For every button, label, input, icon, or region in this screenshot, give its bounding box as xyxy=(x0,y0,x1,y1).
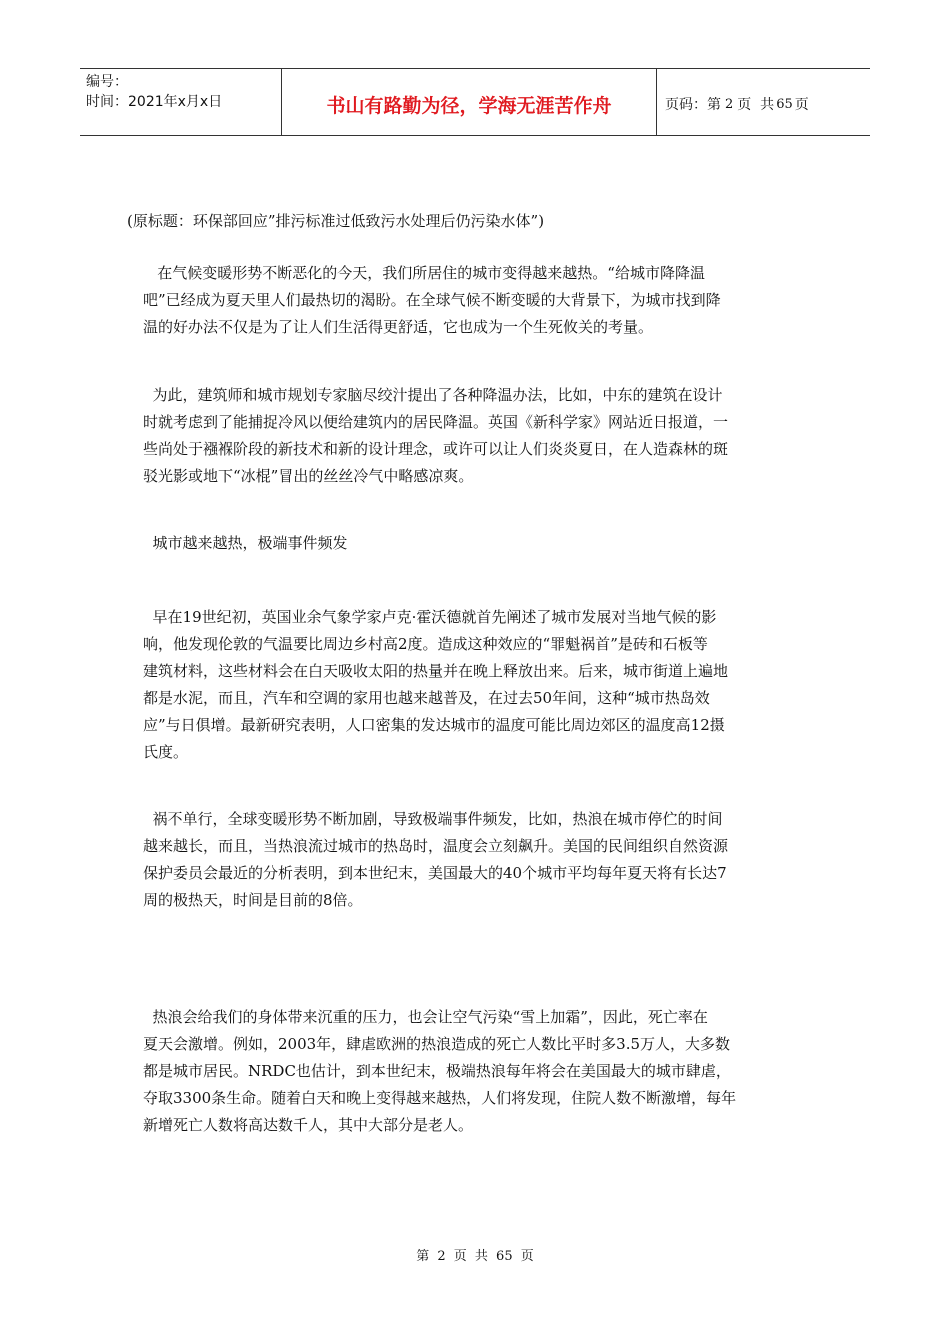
text-line: 保护委员会最近的分析表明，到本世纪末，美国最大的40个城市平均每年夏天将有长达7 xyxy=(143,864,727,882)
page-footer: 第 2 页 共 65 页 xyxy=(416,1249,534,1264)
page-mid-label: 页 共 xyxy=(737,97,775,113)
paragraph-heatwave xyxy=(143,1004,803,1139)
text-line: 夺取3300条生命。随着白天和晚上变得越来越热，人们将发现，住院人数不断激增，每年 xyxy=(143,1089,737,1107)
text-line: 建筑材料，这些材料会在白天吸收太阳的热量并在晚上释放出来。后来，城市街道上遍地 xyxy=(143,662,729,680)
date-label: 时间：2021年x月x日 xyxy=(86,94,223,110)
page-header xyxy=(80,68,870,136)
text-line: 祸不单行，全球变暖形势不断加剧，导致极端事件频发，比如，热浪在城市停伫的时间 xyxy=(143,810,723,828)
paragraph-original-title xyxy=(127,208,803,235)
text-line: 温的好办法不仅是为了让人们生活得更舒适，它也成为一个生死攸关的考量。 xyxy=(143,318,654,336)
text-line: 响，他发现伦敦的气温要比周边乡村高2度。造成这种效应的“罪魁祸首”是砖和石板等 xyxy=(143,635,708,653)
header-page-info xyxy=(657,69,870,135)
paragraph-extreme-events xyxy=(143,806,803,914)
paragraph-architects xyxy=(143,382,803,490)
text-line: 驳光影或地下“冰棍”冒出的丝丝冷气中略感凉爽。 xyxy=(143,467,474,485)
header-motto: 书山有路勤为径，学海无涯苦作舟 xyxy=(282,69,657,135)
text-line: 在气候变暖形势不断恶化的今天，我们所居住的城市变得越来越热。“给城市降降温 xyxy=(143,264,705,282)
text-line: 些尚处于襁褓阶段的新技术和新的设计理念，或许可以让人们炎炎夏日，在人造森林的斑 xyxy=(143,440,729,458)
text-line: 热浪会给我们的身体带来沉重的压力，也会让空气污染“雪上加霜”，因此，死亡率在 xyxy=(143,1008,708,1026)
section-heading xyxy=(143,530,803,557)
text-line: (原标题：环保部回应”排污标准过低致污水处理后仍污染水体”) xyxy=(127,212,545,230)
text-line: 早在19世纪初，英国业余气象学家卢克·霍沃德就首先阐述了城市发展对当地气候的影 xyxy=(143,608,717,626)
page-total: 65 xyxy=(776,96,793,112)
text-line: 应”与日俱增。最新研究表明，人口密集的发达城市的温度可能比周边郊区的温度高12摄 xyxy=(143,716,725,734)
text-line: 吧”已经成为夏天里人们最热切的渴盼。在全球气候不断变暖的大背景下，为城市找到降 xyxy=(143,291,721,309)
paragraph-history xyxy=(143,604,803,766)
paragraph-intro xyxy=(143,260,803,341)
number-label: 编号： xyxy=(86,74,128,90)
page-end-label: 页 xyxy=(794,97,809,113)
text-line: 周的极热天，时间是目前的8倍。 xyxy=(143,891,363,909)
text-line: 氏度。 xyxy=(143,743,189,761)
text-line: 城市越来越热，极端事件频发 xyxy=(143,534,348,552)
text-line: 新增死亡人数将高达数千人，其中大部分是老人。 xyxy=(143,1116,474,1134)
text-line: 越来越长，而且，当热浪流过城市的热岛时，温度会立刻飙升。美国的民间组织自然资源 xyxy=(143,837,729,855)
text-line: 时就考虑到了能捕捉冷风以便给建筑内的居民降温。英国《新科学家》网站近日报道，一 xyxy=(143,413,729,431)
text-line: 都是水泥，而且，汽车和空调的家用也越来越普及，在过去50年间，这种“城市热岛效 xyxy=(143,689,710,707)
page-number: 2 xyxy=(725,96,734,112)
text-line: 夏天会激增。例如，2003年，肆虐欧洲的热浪造成的死亡人数比平时多3.5万人，大多数 xyxy=(143,1035,731,1053)
header-meta xyxy=(80,69,282,135)
text-line: 为此，建筑师和城市规划专家脑尽绞汁提出了各种降温办法，比如，中东的建筑在设计 xyxy=(143,386,723,404)
text-line: 都是城市居民。NRDC也估计，到本世纪末，极端热浪每年将会在美国最大的城市肆虐， xyxy=(143,1062,731,1080)
page-label: 页码：第 xyxy=(665,97,721,113)
